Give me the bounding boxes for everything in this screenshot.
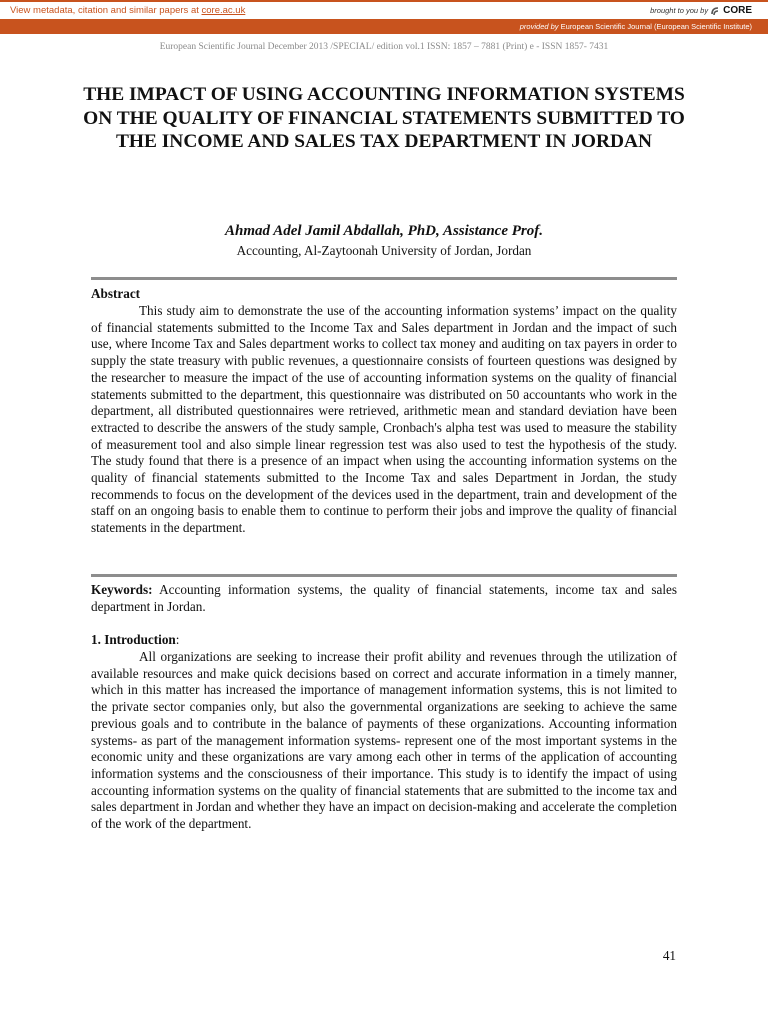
core-logo-icon <box>711 6 720 16</box>
author-name: Ahmad Adel Jamil Abdallah, PhD, Assistance Prof. <box>225 223 543 239</box>
paper-title: THE IMPACT OF USING ACCOUNTING INFORMATION SYSTEMS ON THE QUALITY OF FINANCIAL STATEMENTS SUBMITTED TO THE INCOME AND SALES TAX DEPARTMENT IN JORDAN <box>83 84 685 153</box>
introduction-colon: : <box>175 632 180 647</box>
introduction-text: All organizations are seeking to increase their profit ability and revenues through the utilization of available resources and make quick decisions based on correct and accurate information in a timely manner, which in this matter has increased the importance of management information systems, this is not limited to the private sector companies only, but also the governmental organizations are seeking to achieve the same previous goals and to contribute in the balance of payments of these organizations. Accounting information systems- as part of the management information systems- represent one of the most important systems in the economic unity and these organizations are vary among each other in terms of the application of accounting information systems and the consciousness of their importance. This study is to identify the impact of using accounting information systems on the quality of financial statements that are submitted to the income tax and sales department in Jordan and whether they have an impact on decision-making and accelerate the completion of the work of the department. <box>91 649 677 832</box>
page-number: 41 <box>662 948 676 963</box>
abstract-heading: Abstract <box>91 286 141 301</box>
core-metadata-text: View metadata, citation and similar papers at <box>10 5 202 16</box>
core-provided-source: European Scientific Journal (European Scientific Institute) <box>560 22 752 31</box>
keywords-paragraph <box>91 582 677 615</box>
core-banner <box>0 0 768 34</box>
author-affiliation: Accounting, Al-Zaytoonah University of Jordan, Jordan <box>236 243 532 258</box>
core-provided-strip <box>0 19 768 34</box>
journal-header: European Scientific Journal December 2013 /SPECIAL/ edition vol.1 ISSN: 1857 – 7881 (Print) e - ISSN 1857- 7431 <box>159 42 609 52</box>
core-link[interactable]: core.ac.uk <box>201 5 246 16</box>
core-top-bar <box>0 2 768 20</box>
keywords-text: Accounting information systems, the quality of financial statements, income tax and sales department in Jordan. <box>91 582 677 614</box>
abstract-top-rule <box>91 277 677 280</box>
core-metadata-notice <box>10 5 245 16</box>
core-brought-by-text: brought to you by <box>650 6 709 15</box>
introduction-heading-line <box>91 632 677 649</box>
core-brand[interactable]: CORE <box>723 5 752 16</box>
keywords-label: Keywords: <box>91 582 153 597</box>
introduction-heading: 1. Introduction <box>91 632 176 647</box>
core-provided-prefix: provided by <box>519 22 559 31</box>
core-brought-by <box>650 5 752 16</box>
abstract-bottom-rule <box>91 574 677 577</box>
core-provided-line <box>520 22 752 31</box>
abstract-text: This study aim to demonstrate the use of the accounting information systems’ impact on the quality of financial statements submitted to the Income Tax and Sales department in Jordan and the impact of such use, where Income Tax and Sales department works to collect tax money and auditing on tax payers in order to supply the state treasury with public revenues, a questionnaire consists of fourteen questions was designed by the researcher to measure the impact of the use of accounting information systems on the quality of financial statements submitted to the department, this questionnaire was distributed on 50 accountants who work in the department, all distributed questionnaires were retrieved, arithmetic mean and standard deviation have been extracted to describe the answers of the study sample, Cronbach's alpha test was used to measure the stability of measurement tool and also simple linear regression test was also used to test the hypothesis of the study. The study found that there is a presence of an impact when using the accounting information systems on the quality of financial statements submitted to the Income Tax and sales Department in Jordan, the study recommends to focus on the development of the devices used in the department, train and development of the staff on an ongoing basis to enable them to continue to perform their jobs and improve the quality of financial statements in the department. <box>91 303 677 536</box>
